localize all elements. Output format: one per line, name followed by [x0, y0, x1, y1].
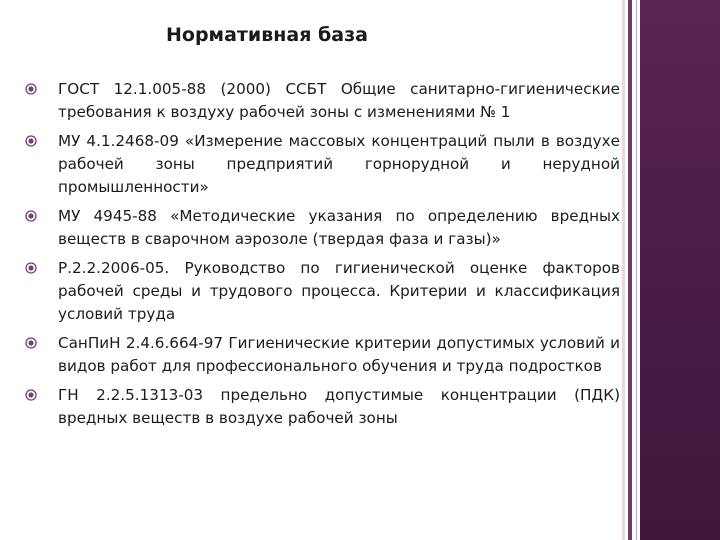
divider-line: [636, 0, 637, 540]
list-item-text: ГН 2.2.5.1313-03 предельно допустимые концентрации (ПДК) вредных веществ в воздухе рабочей зоны: [58, 386, 620, 427]
target-bullet-icon: [25, 135, 37, 147]
list-item-text: МУ 4945-88 «Методические указания по определению вредных веществ в сварочном аэрозоле (твердая фаза и газы)»: [58, 207, 620, 248]
list-item-text: Р.2.2.2006-05. Руководство по гигиенической оценке факторов рабочей среды и трудового процесса. Критерии и классификация условий труда: [58, 259, 620, 323]
list-item-text: СанПиН 2.4.6.664-97 Гигиенические критерии допустимых условий и видов работ для профессионального обучения и труда подростков: [58, 334, 620, 375]
target-bullet-icon: [25, 389, 37, 401]
list-item: [24, 332, 620, 378]
list-item: [24, 78, 620, 124]
accent-side-panel: [640, 0, 720, 540]
bullet-list: [24, 78, 620, 436]
list-item: [24, 130, 620, 199]
list-item: [24, 384, 620, 430]
list-item: [24, 205, 620, 251]
slide-title: Нормативная база: [166, 24, 368, 46]
target-bullet-icon: [25, 337, 37, 349]
target-bullet-icon: [25, 83, 37, 95]
divider-line: [628, 0, 632, 540]
list-item-text: МУ 4.1.2468-09 «Измерение массовых концентраций пыли в воздухе рабочей зоны предприятий горнорудной и нерудной промышленности»: [58, 132, 620, 196]
target-bullet-icon: [25, 262, 37, 274]
divider-line: [622, 0, 625, 540]
list-item-text: ГОСТ 12.1.005-88 (2000) ССБТ Общие санитарно-гигиенические требования к воздуху рабочей зоны с изменениями № 1: [58, 80, 620, 121]
target-bullet-icon: [25, 210, 37, 222]
list-item: [24, 257, 620, 326]
